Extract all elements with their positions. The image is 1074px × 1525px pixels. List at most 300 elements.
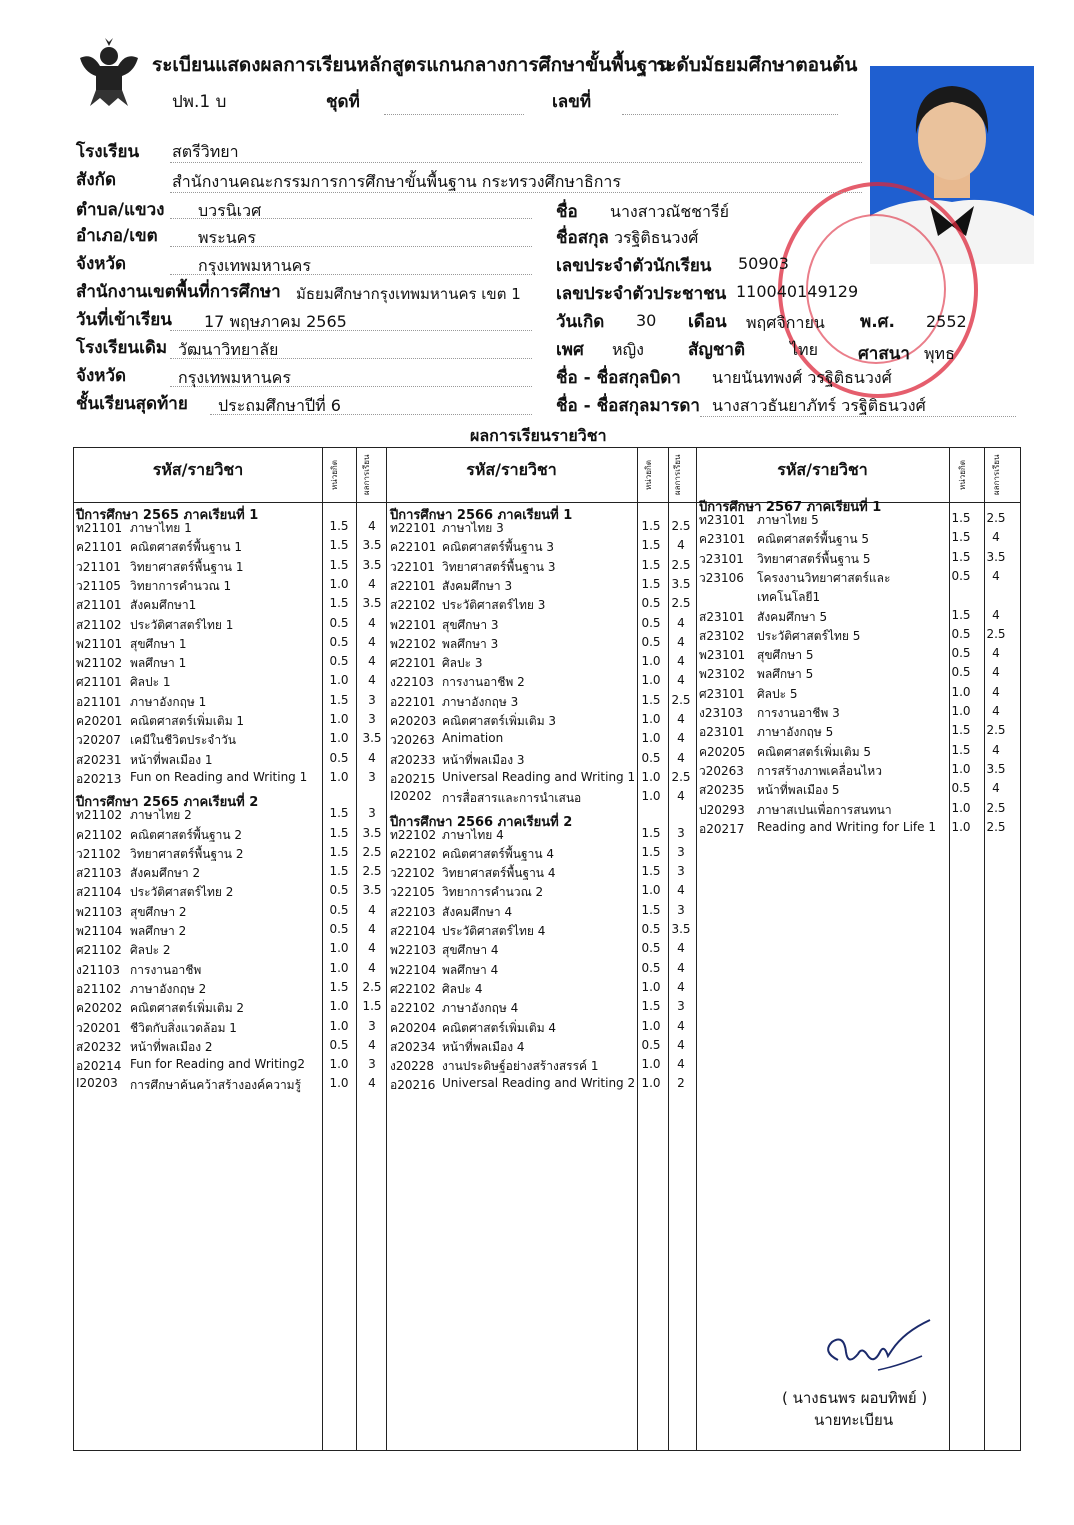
grade-header-2: ผลการเรียน <box>673 454 682 496</box>
course-credit: 1.0 <box>329 1076 349 1091</box>
course-row <box>699 743 1017 762</box>
student-id-label: เลขประจำตัวนักเรียน <box>556 256 712 276</box>
course-code: ค20202 <box>76 1001 123 1016</box>
course-name: Universal Reading and Writing 2 <box>442 1076 636 1091</box>
course-grade: 4 <box>368 902 376 917</box>
course-grade: 2.5 <box>986 511 1006 525</box>
registrar-name: ( นางธนพร ผอบทิพย์ ) <box>782 1389 928 1407</box>
course-grade: 3.5 <box>362 596 382 611</box>
last-grade-label: ชั้นเรียนสุดท้าย <box>76 394 188 414</box>
month-label: เดือน <box>688 312 727 332</box>
name-label: ชื่อ <box>556 202 578 222</box>
course-row <box>699 781 1017 800</box>
course-grade: 4 <box>677 712 685 726</box>
course-name: ภาษาไทย 4 <box>442 827 504 842</box>
course-code: ง20228 <box>390 1059 435 1074</box>
course-credit: 1.0 <box>329 731 349 746</box>
course-name: สุขศึกษา 4 <box>442 943 499 958</box>
course-credit: 0.5 <box>951 568 971 583</box>
course-credit: 1.5 <box>329 519 349 533</box>
course-row <box>76 693 386 712</box>
course-row <box>699 762 1017 781</box>
course-code: ค22102 <box>390 846 437 861</box>
course-credit: 1.5 <box>329 806 349 821</box>
affiliation-value: สำนักงานคณะกรรมการการศึกษาขั้นพื้นฐาน กระทรวงศึกษาธิการ <box>172 172 621 191</box>
course-row <box>390 616 700 635</box>
course-credit: 1.5 <box>641 538 661 553</box>
course-grade: 4 <box>677 1037 685 1052</box>
course-code: ว21102 <box>76 846 121 861</box>
course-name: สังคมศึกษา 2 <box>130 866 201 881</box>
course-row <box>390 941 700 960</box>
course-row <box>390 864 700 883</box>
course-name: สุขศึกษา 3 <box>442 617 499 632</box>
course-name: ภาษาไทย 2 <box>130 808 192 823</box>
father-value: นายนันทพงศ์ วรฐิติธนวงศ์ <box>712 368 892 387</box>
course-name: ภาษาอังกฤษ 3 <box>442 694 519 709</box>
course-name: พลศึกษา 1 <box>130 656 187 671</box>
surname-value: วรฐิติธนวงศ์ <box>614 228 699 247</box>
course-credit: 0.5 <box>329 615 349 630</box>
course-name: ภาษาไทย 1 <box>130 521 192 535</box>
course-grade: 4 <box>368 941 376 956</box>
course-row <box>76 922 386 941</box>
course-credit: 1.5 <box>951 742 971 757</box>
course-row <box>76 961 386 980</box>
course-row <box>390 731 700 750</box>
results-table <box>73 447 1021 1451</box>
course-grade: 4 <box>992 704 1000 718</box>
course-code: ค20203 <box>390 714 437 728</box>
course-name: หน้าที่พลเมือง 5 <box>757 783 840 798</box>
course-row <box>390 519 700 538</box>
course-row <box>390 789 700 808</box>
course-grade: 3 <box>677 999 685 1014</box>
course-name: การงานอาชีพ 2 <box>442 675 525 690</box>
religion-label: ศาสนา <box>858 344 910 364</box>
course-credit: 1.0 <box>641 1018 661 1033</box>
course-grade: 2.5 <box>986 819 1006 834</box>
course-grade: 4 <box>368 615 376 630</box>
course-grade: 4 <box>368 673 376 688</box>
course-row <box>390 999 700 1018</box>
course-code: ว21105 <box>76 578 121 593</box>
grade-header-1: ผลการเรียน <box>362 454 371 496</box>
course-code: ค20205 <box>699 744 746 759</box>
course-credit: 1.0 <box>329 712 349 726</box>
course-name: วิทยาศาสตร์พื้นฐาน 4 <box>442 866 556 881</box>
course-grade: 4 <box>368 519 376 533</box>
course-code: ท21101 <box>76 521 123 535</box>
course-credit: 1.5 <box>641 864 661 879</box>
course-name: วิทยาศาสตร์พื้นฐาน 2 <box>130 846 244 861</box>
course-row <box>76 845 386 864</box>
course-name: คณิตศาสตร์เพิ่มเติม 4 <box>442 1020 557 1035</box>
semester-heading: ปีการศึกษา 2565 ภาคเรียนที่ 2 <box>76 795 259 811</box>
course-name: ภาษาไทย 5 <box>757 513 819 527</box>
course-name: การงานอาชีพ <box>130 962 202 977</box>
course-name: ประวัติศาสตร์ไทย 1 <box>130 617 234 632</box>
course-grade: 1.5 <box>362 999 382 1014</box>
course-grade: 4 <box>992 607 1000 622</box>
course-grade: 3 <box>677 864 685 879</box>
course-credit: 1.5 <box>641 576 661 591</box>
entry-date-label: วันที่เข้าเรียน <box>76 310 172 330</box>
course-code: ศ22101 <box>390 656 436 671</box>
course-code: ส21103 <box>76 866 122 881</box>
course-grade: 4 <box>992 684 1000 699</box>
course-code: ส20231 <box>76 752 122 767</box>
course-row <box>76 1057 386 1076</box>
course-code: ส22103 <box>390 904 436 919</box>
course-row <box>76 864 386 883</box>
course-code: อ20216 <box>390 1078 436 1093</box>
course-code: ว20201 <box>76 1020 121 1035</box>
course-code: พ21103 <box>76 904 123 919</box>
course-credit: 1.5 <box>641 692 661 707</box>
course-grade: 2.5 <box>986 626 1006 641</box>
course-grade: 4 <box>677 750 685 765</box>
education-level: ระดับมัธยมศึกษาตอนต้น <box>656 54 858 76</box>
course-row <box>390 751 700 770</box>
course-name: ภาษาอังกฤษ 2 <box>130 981 207 996</box>
course-grade: 4 <box>677 979 685 994</box>
course-credit: 1.5 <box>329 692 349 707</box>
surname-label: ชื่อสกุล <box>556 228 609 248</box>
entry-date-value: 17 พฤษภาคม 2565 <box>204 312 347 331</box>
district-label: อำเภอ/เขต <box>76 226 158 246</box>
course-code: ว22102 <box>390 866 435 881</box>
course-name: สังคมศึกษา 5 <box>757 609 828 624</box>
course-name: ศิลปะ 2 <box>130 943 171 958</box>
course-credit: 1.5 <box>329 596 349 611</box>
course-grade: 3 <box>368 692 376 707</box>
course-code: ท22101 <box>390 521 437 535</box>
course-credit: 1.5 <box>641 902 661 917</box>
course-credit: 1.0 <box>329 999 349 1014</box>
credit-header-3: หน่วยกิต <box>958 460 967 490</box>
course-grade: 4 <box>992 646 1000 661</box>
course-name: ภาษาอังกฤษ 5 <box>757 725 834 740</box>
course-grade: 2.5 <box>671 692 691 707</box>
course-credit: 1.0 <box>641 1057 661 1072</box>
name-value: นางสาวณัชชารีย์ <box>610 202 729 221</box>
course-code: ว23101 <box>699 551 744 566</box>
subject-header-3: รหัส/รายวิชา <box>777 460 868 479</box>
document-title: ระเบียนแสดงผลการเรียนหลักสูตรแกนกลางการศึกษาขั้นพื้นฐาน <box>152 54 671 76</box>
course-credit: 1.5 <box>329 825 349 840</box>
course-credit: 0.5 <box>641 634 661 649</box>
course-row <box>390 770 700 789</box>
course-code: ส21104 <box>76 885 122 900</box>
course-grade: 4 <box>368 922 376 936</box>
course-code: ส23102 <box>699 628 745 643</box>
course-row <box>76 883 386 902</box>
course-row <box>76 770 386 789</box>
course-row <box>390 1019 700 1038</box>
registrar-role: นายทะเบียน <box>814 1411 894 1429</box>
course-code: พ22102 <box>390 636 437 651</box>
course-name: ภาษาไทย 3 <box>442 521 504 535</box>
course-name: สุขศึกษา 5 <box>757 648 814 663</box>
course-code: ส23101 <box>699 609 745 624</box>
course-code: อ22102 <box>390 1001 436 1016</box>
course-credit: 1.5 <box>641 844 661 859</box>
course-name: คณิตศาสตร์พื้นฐาน 4 <box>442 846 554 861</box>
dob-year: 2552 <box>926 312 967 331</box>
course-credit: 1.5 <box>951 723 971 738</box>
course-credit: 0.5 <box>951 781 971 796</box>
course-grade: 3 <box>368 769 376 784</box>
course-code: พ21102 <box>76 656 123 671</box>
course-row <box>76 731 386 750</box>
course-grade: 3 <box>677 902 685 917</box>
course-code: พ22103 <box>390 943 437 958</box>
course-code: ส20234 <box>390 1039 436 1054</box>
grade-header-3: ผลการเรียน <box>992 454 1001 496</box>
course-code: พ23101 <box>699 648 746 663</box>
course-credit: 1.0 <box>329 1057 349 1072</box>
course-name: วิทยาศาสตร์พื้นฐาน 1 <box>130 559 244 574</box>
course-code: ศ22102 <box>390 981 436 996</box>
prev-school-label: โรงเรียนเดิม <box>76 338 168 358</box>
course-credit: 1.0 <box>951 800 971 815</box>
citizen-id-label: เลขประจำตัวประชาชน <box>556 284 727 304</box>
course-grade: 4 <box>677 789 685 804</box>
course-credit: 1.5 <box>951 549 971 564</box>
course-name: คณิตศาสตร์พื้นฐาน 1 <box>130 540 242 555</box>
course-row <box>699 665 1017 684</box>
results-column-1 <box>76 504 386 1444</box>
course-name: Animation <box>442 731 504 746</box>
course-name: สังคมศึกษา 3 <box>442 578 513 593</box>
sex-label: เพศ <box>556 340 584 360</box>
course-name: สุขศึกษา 2 <box>130 904 187 919</box>
course-code: อ23101 <box>699 725 745 740</box>
course-row <box>76 519 386 538</box>
course-name: Reading and Writing for Life 1 <box>757 819 936 834</box>
course-name: พลศึกษา 2 <box>130 924 187 938</box>
course-row <box>76 616 386 635</box>
course-code: ส21102 <box>76 617 122 632</box>
course-row <box>390 961 700 980</box>
course-grade: 2.5 <box>362 864 382 879</box>
course-credit: 1.0 <box>951 761 971 776</box>
course-row <box>76 1076 386 1095</box>
course-grade: 3.5 <box>671 922 691 936</box>
garuda-emblem-icon <box>78 38 140 108</box>
course-grade: 4 <box>677 615 685 630</box>
course-grade: 2 <box>677 1076 685 1091</box>
course-credit: 0.5 <box>951 646 971 661</box>
district-value: พระนคร <box>198 228 256 247</box>
course-grade: 3 <box>677 844 685 859</box>
course-code: อ20215 <box>390 771 436 786</box>
course-name: สังคมศึกษา 4 <box>442 904 513 919</box>
course-credit: 1.0 <box>329 576 349 591</box>
course-row <box>76 712 386 731</box>
course-row <box>699 550 1017 569</box>
course-name: Fun on Reading and Writing 1 <box>130 769 308 784</box>
course-grade: 3 <box>677 825 685 840</box>
course-row <box>390 1038 700 1057</box>
course-credit: 1.0 <box>641 731 661 746</box>
course-credit: 1.0 <box>641 1076 661 1091</box>
course-grade: 2.5 <box>671 557 691 572</box>
course-row <box>390 693 700 712</box>
course-row <box>76 941 386 960</box>
course-grade: 2.5 <box>671 596 691 611</box>
course-code: ว20263 <box>699 763 744 778</box>
course-row <box>699 530 1017 549</box>
course-row <box>76 596 386 615</box>
course-grade: 3 <box>368 806 376 821</box>
course-credit: 1.5 <box>329 844 349 859</box>
father-label: ชื่อ - ชื่อสกุลบิดา <box>556 368 681 388</box>
course-code: ส20233 <box>390 752 436 767</box>
course-grade: 3 <box>368 1018 376 1033</box>
course-row <box>699 646 1017 665</box>
course-grade: 3.5 <box>362 883 382 898</box>
course-grade: 4 <box>677 654 685 669</box>
course-row <box>390 558 700 577</box>
course-credit: 1.0 <box>641 979 661 994</box>
results-column-3 <box>699 496 1017 1436</box>
course-name: ประวัติศาสตร์ไทย 4 <box>442 924 546 938</box>
course-row <box>390 922 700 941</box>
school-value: สตรีวิทยา <box>172 142 239 161</box>
course-code: พ21101 <box>76 636 123 651</box>
course-row <box>699 569 1017 588</box>
subdistrict-value: บวรนิเวศ <box>198 201 262 220</box>
course-grade: 3 <box>368 1057 376 1072</box>
course-grade: 3.5 <box>986 549 1006 564</box>
course-code: อ20217 <box>699 821 745 836</box>
course-name: ภาษาอังกฤษ 4 <box>442 1001 519 1016</box>
course-credit: 1.0 <box>951 684 971 699</box>
prev-school-value: วัฒนาวิทยาลัย <box>178 340 279 359</box>
course-row <box>390 635 700 654</box>
course-grade: 4 <box>368 654 376 669</box>
course-grade: 4 <box>992 568 1000 583</box>
course-code: ค20204 <box>390 1020 437 1035</box>
course-name: ประวัติศาสตร์ไทย 5 <box>757 628 861 643</box>
student-id-value: 50903 <box>738 254 789 273</box>
course-code: พ22101 <box>390 617 437 632</box>
course-name: งานประดิษฐ์อย่างสร้างสรรค์ 1 <box>442 1059 599 1074</box>
prev-province-label: จังหวัด <box>76 366 127 386</box>
course-name: วิทยาการคำนวณ 1 <box>130 578 232 593</box>
course-name: โครงงานวิทยาศาสตร์และ <box>757 570 891 585</box>
course-credit: 1.5 <box>641 519 661 533</box>
course-grade: 4 <box>677 941 685 956</box>
course-credit: 1.0 <box>951 819 971 834</box>
course-row <box>76 806 386 825</box>
course-credit: 1.0 <box>641 712 661 726</box>
semester-heading: ปีการศึกษา 2566 ภาคเรียนที่ 1 <box>390 508 573 523</box>
course-row <box>76 577 386 596</box>
course-row <box>76 558 386 577</box>
course-credit: 0.5 <box>329 750 349 765</box>
course-name: การงานอาชีพ 3 <box>757 706 840 720</box>
course-credit: 0.5 <box>641 750 661 765</box>
course-credit: 1.5 <box>641 825 661 840</box>
course-row <box>699 704 1017 723</box>
course-name: ศิลปะ 3 <box>442 656 483 671</box>
form-code: ปพ.1 บ <box>172 92 227 112</box>
course-row <box>390 712 700 731</box>
course-row <box>390 654 700 673</box>
course-code: ว22101 <box>390 559 435 574</box>
course-row <box>76 1019 386 1038</box>
course-row <box>76 635 386 654</box>
course-name: พลศึกษา 3 <box>442 636 499 651</box>
sex-value: หญิง <box>612 340 644 359</box>
course-grade: 4 <box>992 781 1000 796</box>
course-name: วิทยาศาสตร์พื้นฐาน 3 <box>442 559 556 574</box>
area-label: สำนักงานเขตพื้นที่การศึกษา <box>76 282 281 302</box>
course-row <box>76 654 386 673</box>
course-credit: 1.5 <box>951 607 971 622</box>
course-row <box>76 751 386 770</box>
course-name: คณิตศาสตร์เพิ่มเติม 1 <box>130 714 245 728</box>
course-name: ศิลปะ 5 <box>757 686 798 701</box>
course-code: I20203 <box>76 1076 118 1091</box>
area-value: มัธยมศึกษากรุงเทพมหานคร เขต 1 <box>296 285 521 303</box>
course-name: ศิลปะ 1 <box>130 675 171 690</box>
course-grade: 3 <box>368 712 376 726</box>
course-grade: 4 <box>368 750 376 765</box>
course-grade: 4 <box>368 1076 376 1091</box>
course-grade: 4 <box>677 1057 685 1072</box>
course-grade: 4 <box>368 576 376 591</box>
course-grade: 4 <box>677 673 685 688</box>
course-name: ชีวิตกับสิ่งแวดล้อม 1 <box>130 1020 237 1035</box>
course-name: เคมีในชีวิตประจำวัน <box>130 733 236 748</box>
course-code: พ21104 <box>76 924 123 938</box>
course-row <box>390 1057 700 1076</box>
course-code: อ20214 <box>76 1059 122 1074</box>
course-name: การศึกษาค้นคว้าสร้างองค์ความรู้ <box>130 1078 302 1093</box>
course-row <box>699 511 1017 530</box>
course-row <box>699 801 1017 820</box>
course-credit: 0.5 <box>329 922 349 936</box>
course-row <box>390 1076 700 1095</box>
course-credit: 1.5 <box>329 538 349 553</box>
course-code: ง21103 <box>76 962 121 977</box>
nationality-label: สัญชาติ <box>688 340 745 360</box>
results-column-2 <box>390 504 696 1444</box>
religion-value: พุทธ <box>924 344 955 363</box>
course-grade: 3.5 <box>986 761 1006 776</box>
course-code: ค22101 <box>390 540 437 555</box>
course-name: ศิลปะ 4 <box>442 981 483 996</box>
course-name: หน้าที่พลเมือง 4 <box>442 1039 525 1054</box>
course-credit: 1.5 <box>641 999 661 1014</box>
semester-heading: ปีการศึกษา 2567 ภาคเรียนที่ 1 <box>699 500 882 515</box>
course-name: Universal Reading and Writing 1 <box>442 769 636 784</box>
course-credit: 0.5 <box>641 615 661 630</box>
course-row <box>76 826 386 845</box>
course-credit: 0.5 <box>329 654 349 669</box>
course-code: ส22101 <box>390 578 436 593</box>
last-grade-value: ประถมศึกษาปีที่ 6 <box>218 396 341 415</box>
course-code: ว23106 <box>699 570 744 585</box>
course-code: ส20232 <box>76 1039 122 1054</box>
course-name: คณิตศาสตร์พื้นฐาน 3 <box>442 540 554 555</box>
course-code: ท22102 <box>390 827 437 842</box>
course-grade: 2.5 <box>671 769 691 784</box>
